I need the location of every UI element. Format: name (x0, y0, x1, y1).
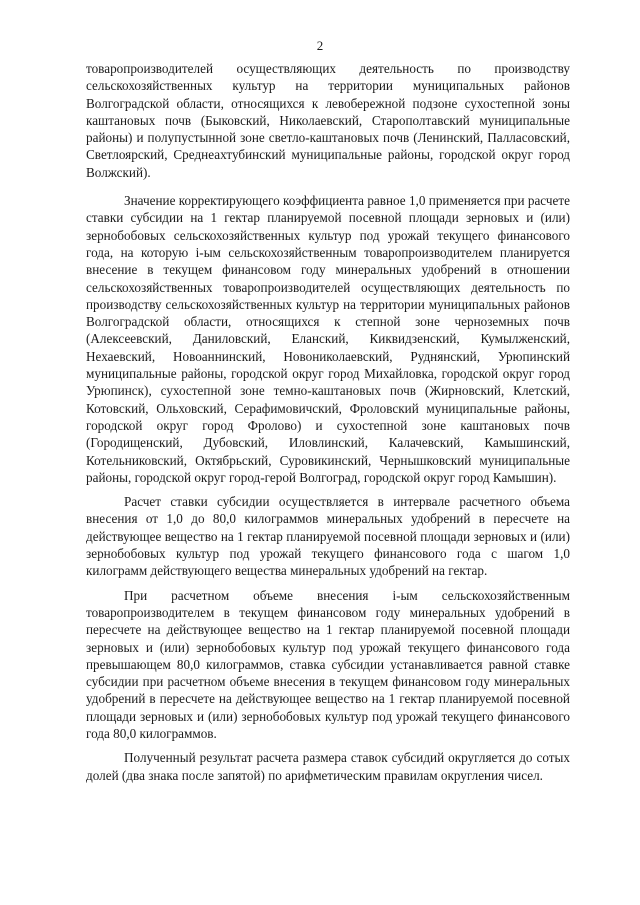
paragraph-1: товаропроизводителей осуществляющих деятельность по производству сельскохозяйственных культур на территории муниципальных районов Волгоградской области, относящихся к левобережной подзоне сухостепной зоны каштановых почв (Быковский, Николаевский, Старополтавский муниципальные районы) и полупустынной зоне светло-каштановых почв (Ленинский, Палласовский, Светлоярский, Среднеахтубинский муниципальные районы, городской округ город Волжский). (86, 61, 570, 180)
paragraph-4: При расчетном объеме внесения i-ым сельскохозяйственным товаропроизводителем в текущем финансовом году минеральных удобрений в пересчете на действующее вещество на 1 гектар планируемой посевной площади зерновых и (или) зернобобовых культур под урожай текущего финансового года превышающем 80,0 килограммов, ставка субсидии устанавливается равной ставке субсидии при расчетном объеме внесения в текущем финансовом году минеральных удобрений в пересчете на действующее вещество на 1 гектар планируемой посевной площади зерновых и (или) зернобобовых культур под урожай текущего финансового года 80,0 килограммов. (86, 587, 570, 741)
page-number: 2 (316, 38, 324, 53)
paragraph-3: Расчет ставки субсидии осуществляется в интервале расчетного объема внесения от 1,0 до 80,0 килограммов минеральных удобрений в пересчете на действующее вещество на 1 гектар планируемой посевной площади зерновых и (или) зернобобовых культур под урожай текущего финансового года с шагом 1,0 килограмм действующего вещества минеральных удобрений на гектар. (86, 494, 570, 579)
document-body (86, 60, 570, 791)
paragraph-2: Значение корректирующего коэффициента равное 1,0 применяется при расчете ставки субсидии на 1 гектар планируемой посевной площади зерновых и (или) зернобобовых сельскохозяйственных культур под урожай текущего финансового года, на которую i-ым сельскохозяйственным товаропроизводителем планируется внесение в текущем финансовом году минеральных удобрений в отношении сельскохозяйственных товаропроизводителей осуществляющих деятельность по производству сельскохозяйственных культур на территории муниципальных районов Волгоградской области, относящихся к степной зоне черноземных почв (Алексеевский, Даниловский, Еланский, Киквидзенский, Кумылженский, Нехаевский, Новоаннинский, Новониколаевский, Руднянский, Урюпинский муниципальные районы, городской округ город Михайловка, городской округ город Урюпинск), сухостепной зоне темно-каштановых почв (Жирновский, Клетский, Котовский, Ольховский, Серафимовичский, Фроловский муниципальные районы, городской округ город Фролово) и сухостепной зоне каштановых почв (Городищенский, Дубовский, Иловлинский, Калачевский, Камышинский, Котельниковский, Октябрьский, Суровикинский, Чернышковский муниципальные районы, городской округ город-герой Волгоград, городской округ город Камышин). (86, 193, 570, 485)
paragraph-5: Полученный результат расчета размера ставок субсидий округляется до сотых долей (два знака после запятой) по арифметическим правилам округления чисел. (86, 750, 570, 783)
